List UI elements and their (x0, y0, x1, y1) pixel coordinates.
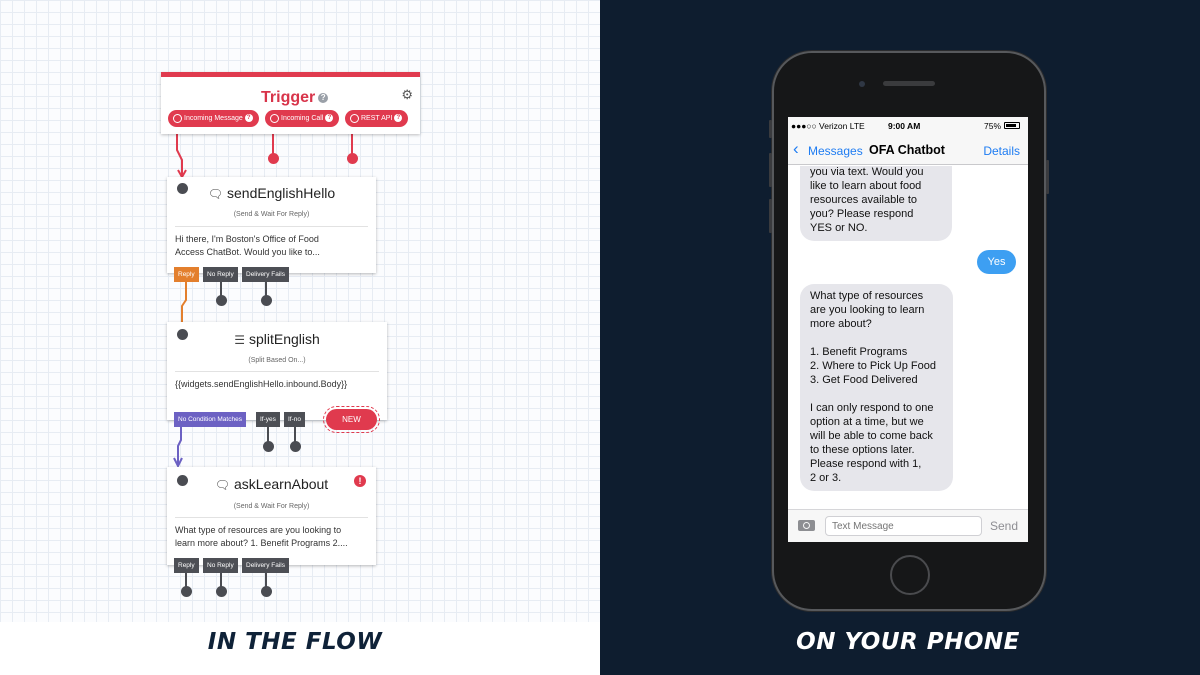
details-link[interactable]: Details (983, 144, 1020, 158)
widget-subtitle: (Split Based On...) (248, 357, 306, 364)
message-thread[interactable] (788, 166, 1028, 509)
if-yes-connector-dot[interactable] (263, 441, 274, 452)
widget-body-line: learn more about? 1. Benefit Programs 2.... (175, 538, 348, 548)
camera-icon[interactable] (798, 520, 815, 531)
battery-percent: 75% (983, 121, 1001, 131)
home-button[interactable] (890, 555, 930, 595)
mute-switch (769, 120, 772, 138)
conversation-title: OFA Chatbot (869, 143, 945, 157)
messages-nav-bar (788, 135, 1028, 165)
widget-body-line: What type of resources are you looking to (175, 525, 342, 535)
delivery-fails-connector-dot[interactable] (261, 586, 272, 597)
widget-body-line: {{widgets.sendEnglishHello.inbound.Body}} (175, 379, 348, 389)
back-to-messages-link[interactable]: Messages (808, 144, 863, 158)
transition-reply[interactable]: Reply (174, 267, 199, 282)
transition-delivery-fails[interactable]: Delivery Fails (242, 558, 289, 573)
help-icon: ? (394, 114, 402, 122)
battery-icon (1004, 122, 1020, 129)
help-icon[interactable]: ? (318, 93, 328, 103)
power-button (1046, 160, 1049, 194)
no-reply-connector-dot[interactable] (216, 586, 227, 597)
widget-subtitle: (Send & Wait For Reply) (233, 211, 310, 218)
transition-no-reply[interactable]: No Reply (203, 558, 238, 573)
widget-divider (175, 517, 368, 518)
pill-label: Incoming Message (184, 115, 243, 122)
pill-label: Incoming Call (281, 115, 324, 122)
status-bar (788, 117, 1028, 135)
widget-title (167, 185, 376, 201)
widget-body-line: Hi there, I'm Boston's Office of Food (175, 234, 319, 244)
trigger-title (261, 89, 328, 107)
widget-title-text: sendEnglishHello (227, 185, 336, 201)
input-connector-dot[interactable] (177, 475, 188, 486)
split-icon: ☰ (234, 333, 245, 347)
new-transition-button[interactable]: NEW (326, 409, 377, 430)
text-message-input[interactable] (825, 516, 982, 536)
trigger-incoming-message[interactable] (168, 110, 259, 127)
send-button[interactable]: Send (989, 519, 1018, 533)
widget-title-text: askLearnAbout (234, 476, 329, 492)
incoming-message-bubble: you via text. Would you like to learn about food resources available to you? Please respond YES or NO. (800, 166, 952, 241)
gears-icon[interactable]: ⚙ (401, 87, 413, 102)
delivery-fails-connector-dot[interactable] (261, 295, 272, 306)
no-reply-connector-dot[interactable] (216, 295, 227, 306)
widget-subtitle: (Send & Wait For Reply) (233, 503, 310, 510)
trigger-incoming-call[interactable] (265, 110, 339, 127)
carrier-signal: ●●●○○ Verizon LTE (791, 121, 865, 131)
help-icon: ? (325, 114, 333, 122)
reply-connector-dot[interactable] (181, 586, 192, 597)
volume-up-button (769, 153, 772, 187)
transition-no-reply[interactable]: No Reply (203, 267, 238, 282)
transition-if-no[interactable]: If-no (284, 412, 305, 427)
outgoing-message-bubble: Yes (977, 250, 1016, 274)
phone-screen (788, 117, 1028, 542)
widget-split-english[interactable] (167, 322, 387, 420)
widget-title-text: splitEnglish (248, 331, 320, 347)
incoming-message-bubble: What type of resources are you looking to learn more about? 1. Benefit Programs 2. Where to Pick Up Food 3. Get Food Delivered I can only respond to one option at a time, but we will be able to come back to these options later. Please respond with 1, 2 or 3. (800, 284, 953, 491)
widget-divider (175, 371, 379, 372)
caption-in-the-flow: IN THE FLOW (207, 629, 383, 655)
widget-body-line: Access ChatBot. Would you like to... (175, 247, 320, 257)
front-camera (859, 81, 865, 87)
widget-body (175, 233, 368, 259)
chat-bubble-icon: 🗨 (214, 478, 231, 492)
widget-title (167, 331, 387, 347)
help-icon: ? (245, 114, 253, 122)
error-icon[interactable]: ! (354, 475, 366, 487)
trigger-title-text: Trigger (261, 89, 316, 106)
compose-bar (788, 509, 1028, 542)
earpiece-speaker (883, 81, 935, 86)
caption-on-your-phone: ON YOUR PHONE (796, 629, 1020, 655)
if-no-connector-dot[interactable] (290, 441, 301, 452)
status-time: 9:00 AM (888, 121, 921, 131)
widget-ask-learn-about[interactable] (167, 467, 376, 565)
rest-api-connector-dot[interactable] (347, 153, 358, 164)
chat-bubble-icon: 🗨 (207, 187, 224, 201)
trigger-rest-api[interactable] (345, 110, 408, 127)
widget-title (167, 476, 376, 492)
input-connector-dot[interactable] (177, 183, 188, 194)
widget-divider (175, 226, 368, 227)
transition-reply[interactable]: Reply (174, 558, 199, 573)
transition-no-condition-matches[interactable]: No Condition Matches (174, 412, 246, 427)
input-connector-dot[interactable] (177, 329, 188, 340)
widget-body (175, 524, 368, 550)
incoming-call-connector-dot[interactable] (268, 153, 279, 164)
pill-label: REST API (361, 115, 393, 122)
volume-down-button (769, 199, 772, 233)
widget-send-english-hello[interactable] (167, 177, 376, 273)
transition-if-yes[interactable]: If-yes (256, 412, 280, 427)
transition-delivery-fails[interactable]: Delivery Fails (242, 267, 289, 282)
chevron-left-icon[interactable]: ‹ (793, 139, 799, 158)
widget-body (175, 378, 379, 391)
